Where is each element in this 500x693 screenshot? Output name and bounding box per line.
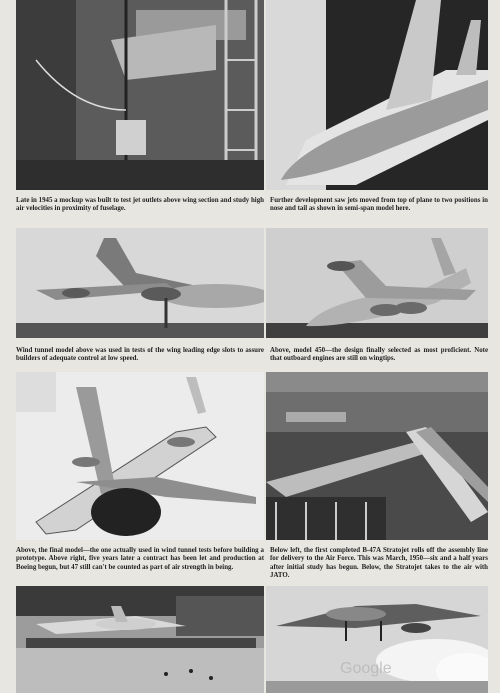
caption-production: Below left, the first completed B-47A Stratojet rolls off the assembly line for delivery to the Air Force. This was March, 1950—six and a half years after initial study has begun. Below, the Stratojet takes to the air with JATO. [270, 547, 488, 579]
model-450-photo [266, 228, 488, 338]
caption-model-450: Above, model 450—the design finally selected as most proficient. Note that outboard engines are still on wingtips. [270, 347, 488, 363]
rollout-photo [16, 586, 264, 693]
semispan-model-photo [266, 0, 488, 190]
watermark: Google [340, 660, 392, 677]
final-model-photo [16, 372, 264, 540]
caption-semispan: Further development saw jets moved from top of plane to two positions in nose and tail as shown in semi-span model here. [270, 197, 488, 213]
caption-final-model: Above, the final model—the one actually used in wind tunnel tests before building a prototype. Above right, five years later a contract has been let and production at Boeing begun, but 47 still can't be counted as part of air strength in being. [16, 547, 264, 571]
caption-mockup: Late in 1945 a mockup was built to test jet outlets above wing section and study high air velocities in proximity of fuselage. [16, 197, 264, 213]
boeing-production-photo [266, 372, 488, 540]
wind-tunnel-model-photo [16, 228, 264, 338]
caption-wind-tunnel: Wind tunnel model above was used in tests of the wing leading edge slots to assure builders of adequate control at low speed. [16, 347, 264, 363]
mockup-photo [16, 0, 264, 190]
